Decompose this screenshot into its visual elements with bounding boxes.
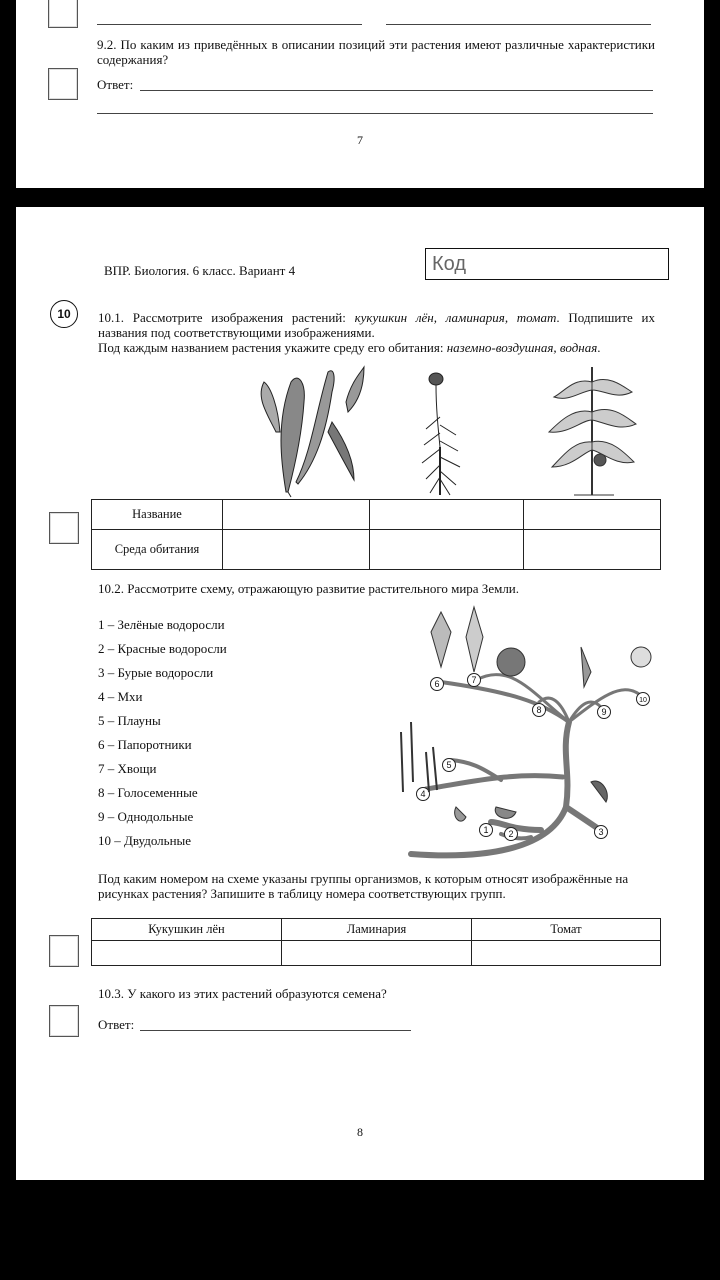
page-number: 7 (357, 133, 363, 147)
table-cell[interactable] (370, 530, 524, 570)
legend-list (98, 617, 227, 857)
question-10-2-intro: 10.2. Рассмотрите схему, отражающую развитие растительного мира Земли. (98, 581, 520, 596)
laminaria-illustration (236, 362, 366, 497)
question-number-badge: 10 (50, 300, 78, 328)
legend-item: 10 – Двудольные (98, 833, 192, 848)
table-cell[interactable] (223, 500, 370, 530)
legend-item: 6 – Папоротники (98, 737, 192, 752)
table-group-numbers (91, 918, 661, 966)
answer-line[interactable] (140, 1030, 411, 1031)
diagram-marker-number: 4 (420, 789, 426, 799)
code-box[interactable] (425, 248, 669, 280)
table-header-moss: Кукушкин лён (92, 919, 282, 941)
page-8 (16, 207, 704, 1180)
question-10-2-text: Под каким номером на схеме указаны группы организмов, к которым относят изображённые на рисунках растения? Запишите в таблицу номера соответствующих групп. (98, 871, 629, 901)
table-header-laminaria: Ламинария (282, 919, 472, 941)
table-cell[interactable] (282, 941, 472, 966)
answer-line[interactable] (97, 113, 653, 114)
legend-item: 9 – Однодольные (98, 809, 194, 824)
moss-illustration (416, 367, 476, 497)
tomato-illustration (544, 362, 639, 497)
table-cell[interactable] (223, 530, 370, 570)
diagram-marker-number: 2 (508, 829, 514, 839)
answer-line[interactable] (386, 24, 651, 25)
table-label-habitat: Среда обитания (92, 530, 223, 570)
legend-item: 8 – Голосеменные (98, 785, 198, 800)
legend-item: 3 – Бурые водоросли (98, 665, 214, 680)
diagram-marker-number: 9 (601, 707, 607, 717)
score-checkbox-q10-3[interactable] (49, 1005, 79, 1037)
legend-item: 5 – Плауны (98, 713, 161, 728)
diagram-number-markers (417, 674, 650, 841)
table-names-habitat (91, 499, 661, 570)
table-cell[interactable] (92, 941, 282, 966)
score-checkbox-q10-1[interactable] (49, 512, 79, 544)
legend-item: 7 – Хвощи (98, 761, 157, 776)
diagram-marker-number: 6 (434, 679, 440, 689)
answer-label: Ответ: (98, 1017, 135, 1032)
diagram-marker-number: 1 (483, 825, 489, 835)
question-9-2-text: 9.2. По каким из приведённых в описании позиций эти растения имеют различные характеристики содержания? (97, 37, 655, 67)
question-10-3-text: 10.3. У какого из этих растений образуются семена? (98, 986, 387, 1001)
table-label-name: Название (92, 500, 223, 530)
score-checkbox-q10-2[interactable] (49, 935, 79, 967)
page-number: 8 (357, 1125, 363, 1139)
table-cell[interactable] (524, 530, 661, 570)
answer-line[interactable] (140, 90, 653, 91)
page-7 (16, 0, 704, 188)
header-title: ВПР. Биология. 6 класс. Вариант 4 (104, 263, 296, 278)
question-10-1-text: 10.1. Рассмотрите изображения растений: кукушкин лён, ламинария, томат. Подпишите их названия под соответствующими изображениями. Под каждым названием растения укажите среду его обитания: наземно-воздушная, водная. (98, 310, 655, 355)
legend-item: 2 – Красные водоросли (98, 641, 227, 656)
diagram-marker-number: 5 (446, 760, 452, 770)
table-header-tomato: Томат (472, 919, 661, 941)
diagram-marker-number: 8 (536, 705, 542, 715)
diagram-marker-number: 3 (598, 827, 604, 837)
legend-item: 1 – Зелёные водоросли (98, 617, 225, 632)
code-label: Код (432, 253, 467, 275)
table-cell[interactable] (524, 500, 661, 530)
answer-label: Ответ: (97, 77, 134, 92)
score-checkbox-q9-1[interactable] (48, 0, 78, 28)
answer-line[interactable] (97, 24, 362, 25)
diagram-marker-number: 7 (471, 675, 477, 685)
table-cell[interactable] (370, 500, 524, 530)
legend-item: 4 – Мхи (98, 689, 143, 704)
diagram-marker-number: 10 (639, 697, 647, 704)
table-cell[interactable] (472, 941, 661, 966)
score-checkbox-q9-2[interactable] (48, 68, 78, 100)
plant-evolution-diagram (371, 602, 646, 867)
